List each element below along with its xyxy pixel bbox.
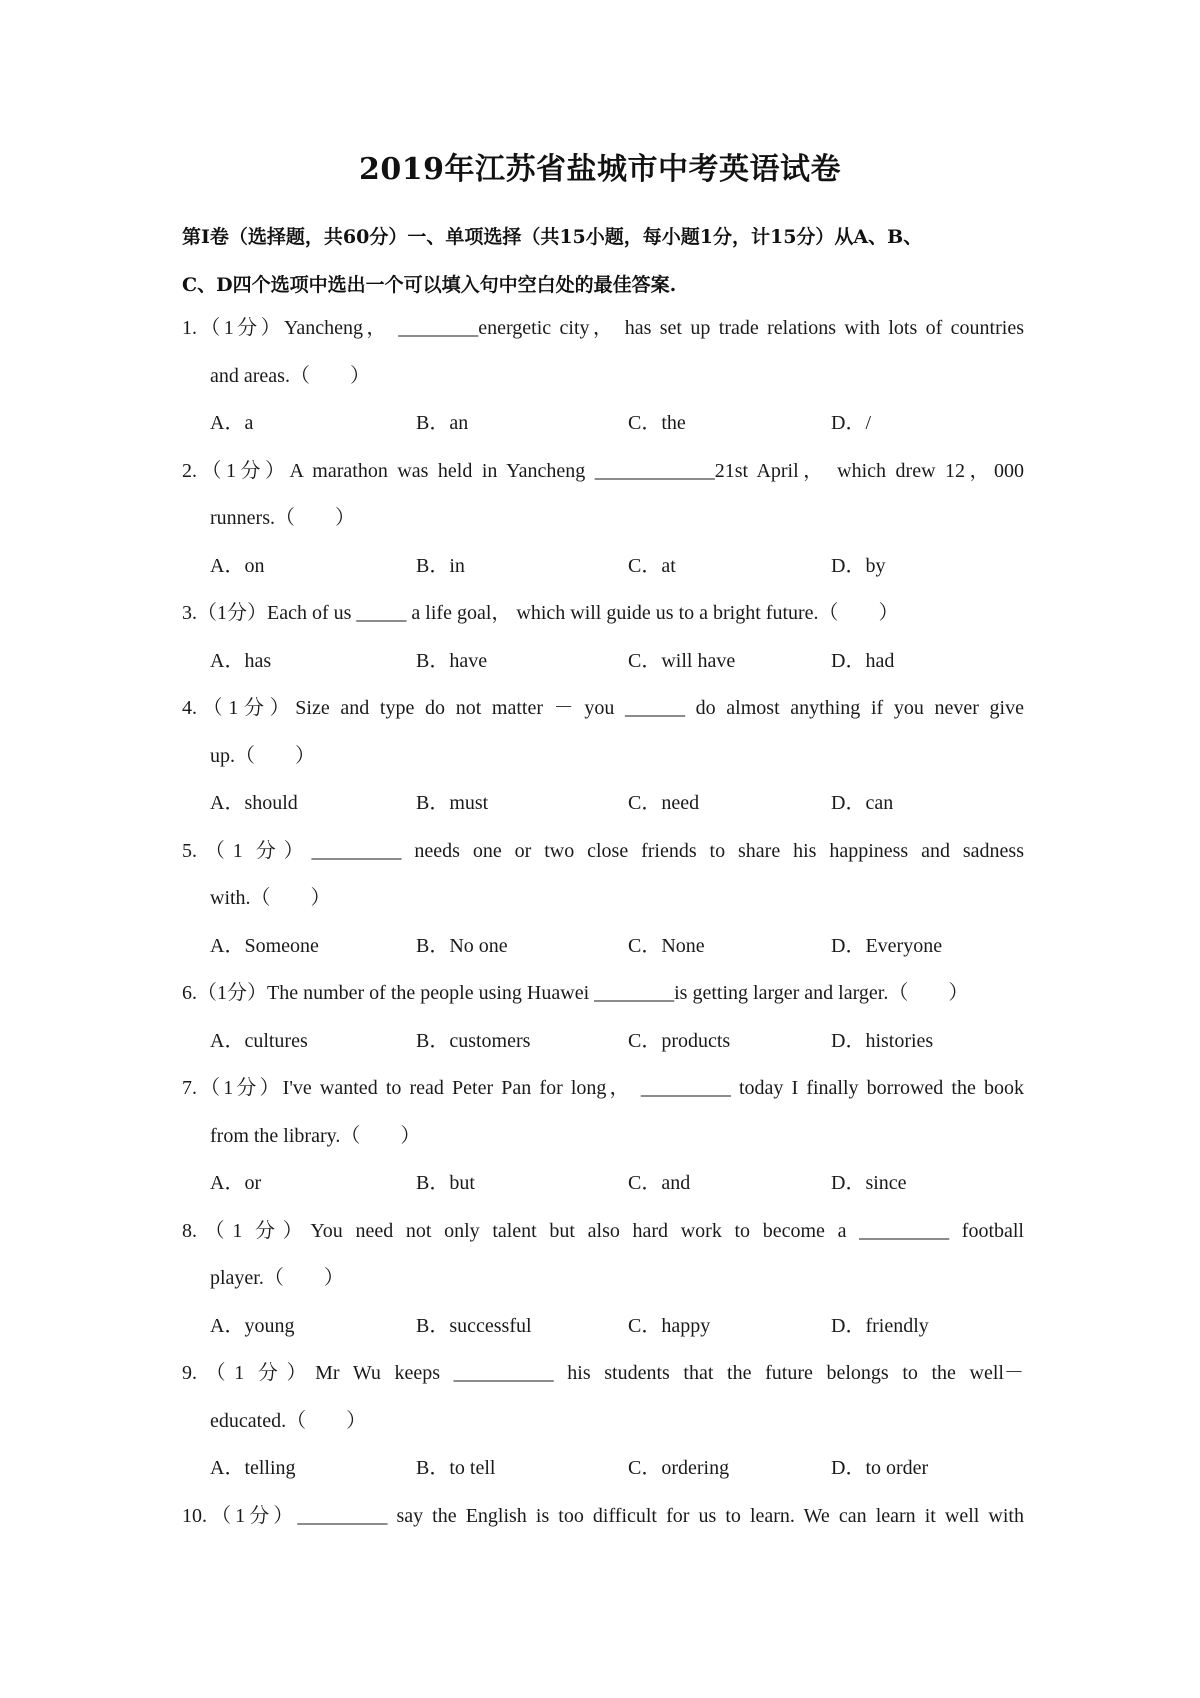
question-9 bbox=[182, 1350, 1024, 1493]
answer-option-c[interactable]: C．ordering bbox=[628, 1457, 730, 1479]
question-stem: 1.（1分）Yancheng， ________energetic city， has set up trade relations with lots of countries bbox=[182, 317, 1024, 339]
question-stem: 9.（1 分）Mr Wu keeps __________ his students that the future belongs to the well－ bbox=[182, 1362, 1024, 1384]
answer-options bbox=[182, 543, 1024, 591]
answer-option-d[interactable]: D．can bbox=[831, 792, 894, 814]
question-stem-continued: up.（ ） bbox=[210, 744, 315, 767]
answer-option-a[interactable]: A．cultures bbox=[210, 1029, 308, 1052]
page-title: 2019年江苏省盐城市中考英语试卷 bbox=[359, 152, 841, 187]
question-1 bbox=[182, 305, 1024, 448]
question-stem-continued: player.（ ） bbox=[210, 1267, 344, 1289]
section-instructions-line: 第I卷（选择题，共60分）一、单项选择（共15小题，每小题1分，计15分）从A、B、 bbox=[182, 226, 923, 248]
answer-option-a[interactable]: A．a bbox=[210, 412, 254, 434]
answer-option-c[interactable]: C．at bbox=[628, 554, 676, 577]
answer-option-c[interactable]: C．happy bbox=[628, 1314, 711, 1337]
answer-option-d[interactable]: D．by bbox=[831, 554, 886, 577]
answer-option-a[interactable]: A．telling bbox=[210, 1457, 296, 1479]
question-stem: 6.（1分）The number of the people using Huawei ________is getting larger and larger.（ ） bbox=[182, 982, 969, 1004]
answer-option-b[interactable]: B．in bbox=[416, 554, 465, 577]
question-7 bbox=[182, 1065, 1024, 1208]
section-instructions bbox=[182, 213, 1024, 309]
question-stem: 2.（1分）A marathon was held in Yancheng ____________21st April， which drew 12，000 bbox=[182, 459, 1024, 482]
answer-option-c[interactable]: C．need bbox=[628, 792, 700, 814]
answer-option-d[interactable]: D．since bbox=[831, 1172, 907, 1194]
answer-option-b[interactable]: B．No one bbox=[416, 934, 508, 957]
answer-option-a[interactable]: A．young bbox=[210, 1314, 295, 1337]
question-stem-continued: runners.（ ） bbox=[210, 507, 355, 529]
question-stem: 8.（1 分）You need not only talent but also hard work to become a _________ football bbox=[182, 1219, 1024, 1242]
answer-option-b[interactable]: B．customers bbox=[416, 1029, 531, 1052]
answer-options bbox=[182, 638, 1024, 686]
answer-options bbox=[182, 1445, 1024, 1493]
question-2 bbox=[182, 448, 1024, 591]
answer-option-a[interactable]: A．has bbox=[210, 649, 272, 672]
answer-option-c[interactable]: C．the bbox=[628, 412, 686, 434]
answer-option-b[interactable]: B．must bbox=[416, 792, 489, 814]
answer-option-d[interactable]: D．friendly bbox=[831, 1314, 929, 1337]
question-stem: 10.（1分）_________ say the English is too difficult for us to learn. We can learn it well with bbox=[182, 1504, 1024, 1527]
answer-option-a[interactable]: A．should bbox=[210, 792, 298, 814]
question-stem: 7.（1分）I've wanted to read Peter Pan for long， _________ today I finally borrowed the book bbox=[182, 1077, 1024, 1099]
answer-option-c[interactable]: C．None bbox=[628, 934, 705, 957]
question-stem: 3.（1分）Each of us _____ a life goal， which will guide us to a bright future.（ ） bbox=[182, 602, 899, 624]
question-6 bbox=[182, 970, 1024, 1065]
answer-option-a[interactable]: A．or bbox=[210, 1172, 262, 1194]
answer-options bbox=[182, 1303, 1024, 1351]
answer-option-b[interactable]: B．an bbox=[416, 412, 469, 434]
question-stem-continued: with.（ ） bbox=[210, 887, 331, 909]
section-instructions-line: C、D四个选项中选出一个可以填入句中空白处的最佳答案. bbox=[182, 274, 677, 296]
answer-options bbox=[182, 400, 1024, 448]
question-stem-continued: educated.（ ） bbox=[210, 1409, 367, 1432]
question-5 bbox=[182, 828, 1024, 971]
question-10 bbox=[182, 1493, 1024, 1541]
answer-option-b[interactable]: B．but bbox=[416, 1172, 475, 1194]
answer-option-d[interactable]: D．histories bbox=[831, 1029, 934, 1052]
answer-options bbox=[182, 923, 1024, 971]
answer-option-b[interactable]: B．successful bbox=[416, 1314, 532, 1337]
answer-option-c[interactable]: C．will have bbox=[628, 649, 736, 672]
answer-option-a[interactable]: A．Someone bbox=[210, 934, 319, 957]
answer-option-d[interactable]: D．/ bbox=[831, 412, 871, 434]
question-stem-continued: from the library.（ ） bbox=[210, 1124, 421, 1147]
question-stem: 5.（1 分）_________ needs one or two close friends to share his happiness and sadness bbox=[182, 839, 1024, 862]
answer-options bbox=[182, 1160, 1024, 1208]
question-4 bbox=[182, 685, 1024, 828]
question-list bbox=[182, 305, 1024, 1540]
answer-option-a[interactable]: A．on bbox=[210, 554, 265, 577]
answer-option-c[interactable]: C．and bbox=[628, 1172, 691, 1194]
answer-option-b[interactable]: B．have bbox=[416, 649, 488, 672]
answer-option-d[interactable]: D．Everyone bbox=[831, 934, 943, 957]
answer-option-d[interactable]: D．to order bbox=[831, 1457, 929, 1479]
answer-options bbox=[182, 1018, 1024, 1066]
answer-option-b[interactable]: B．to tell bbox=[416, 1457, 496, 1479]
question-3 bbox=[182, 590, 1024, 685]
answer-option-d[interactable]: D．had bbox=[831, 649, 895, 672]
answer-options bbox=[182, 780, 1024, 828]
question-8 bbox=[182, 1208, 1024, 1351]
question-stem: 4.（1分）Size and type do not matter － you ______ do almost anything if you never give bbox=[182, 697, 1024, 719]
question-stem-continued: and areas.（ ） bbox=[210, 364, 370, 387]
answer-option-c[interactable]: C．products bbox=[628, 1029, 731, 1052]
